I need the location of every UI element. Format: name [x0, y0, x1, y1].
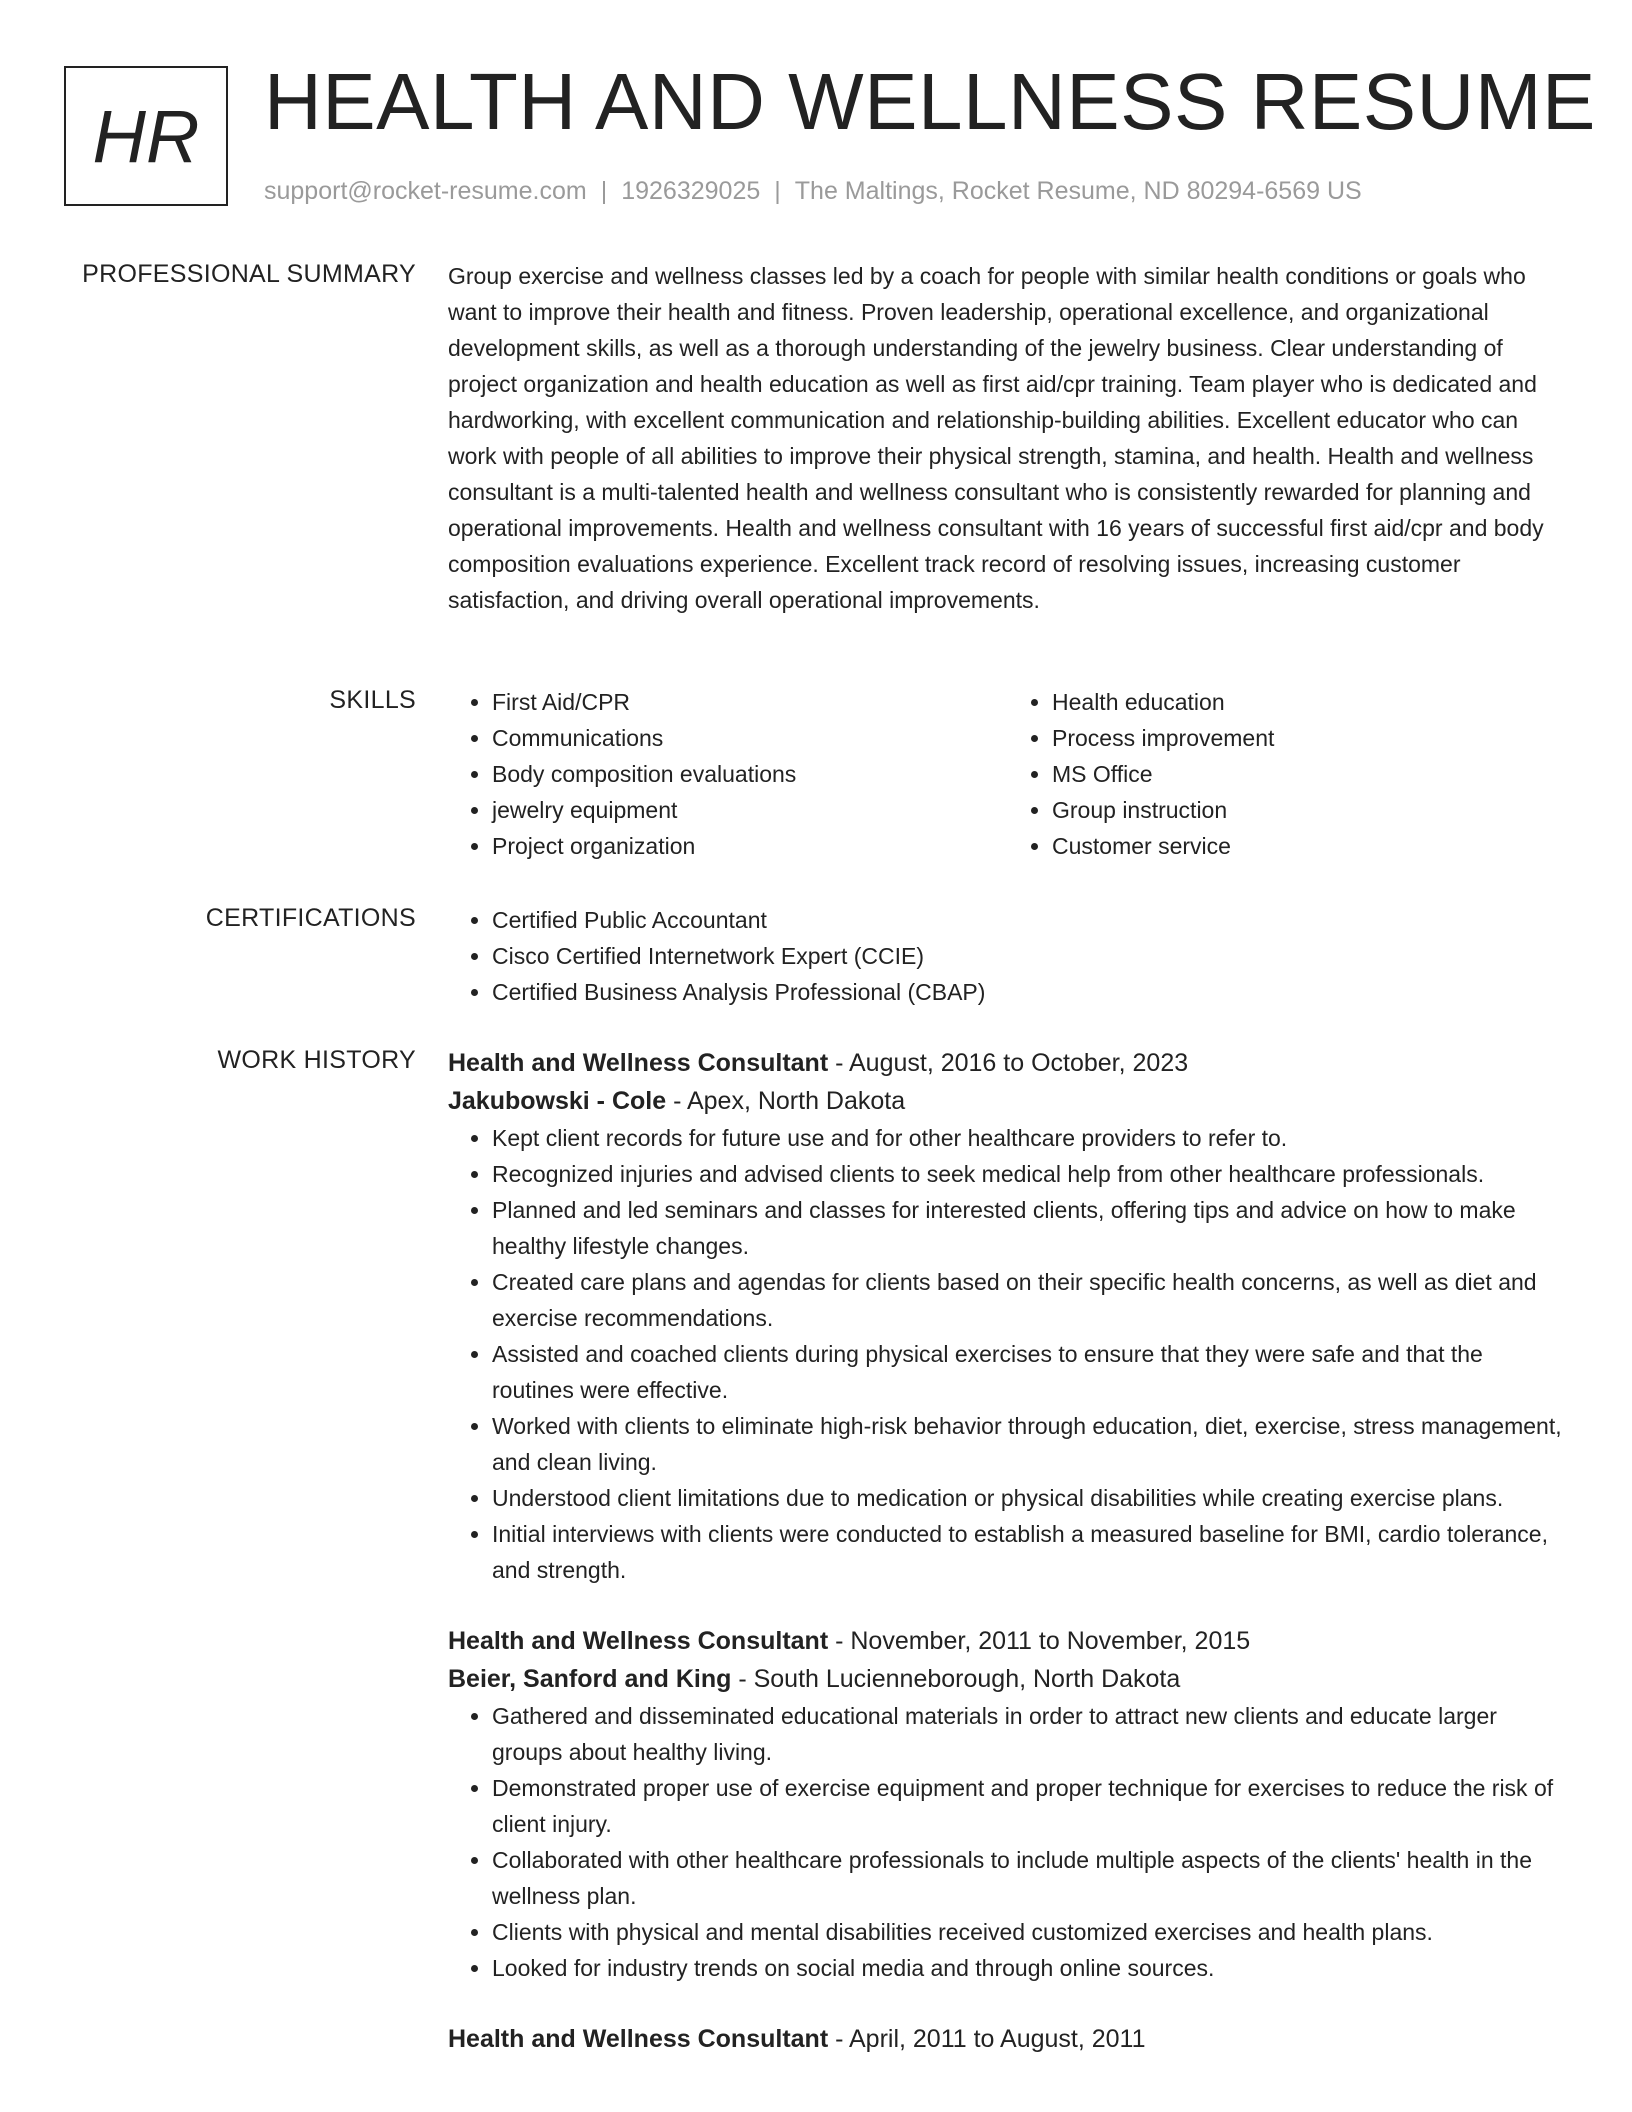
job-title: Health and Wellness Consultant [448, 1627, 829, 1655]
job-duty: • Created care plans and agendas for clients based on their specific health concerns, as well as diet and exercise recommendations. [492, 1264, 1568, 1336]
skill-item: • Body composition evaluations [492, 756, 1008, 792]
job-title-line [448, 1044, 1568, 1082]
job-duty: • Assisted and coached clients during physical exercises to ensure that they were safe and that the routines were effective. [492, 1336, 1568, 1408]
job-duty: • Planned and led seminars and classes for interested clients, offering tips and advice on how to make healthy lifestyle changes. [492, 1192, 1568, 1264]
job-duty: • Kept client records for future use and for other healthcare providers to refer to. [492, 1120, 1568, 1156]
skill-item: • Process improvement [1052, 720, 1568, 756]
certification-item: • Cisco Certified Internetwork Expert (CCIE) [492, 938, 1568, 974]
certification-item: • Certified Public Accountant [492, 902, 1568, 938]
skill-item: • MS Office [1052, 756, 1568, 792]
job-company: Beier, Sanford and King [448, 1665, 732, 1693]
skill-item: • First Aid/CPR [492, 684, 1008, 720]
skill-item: • Customer service [1052, 828, 1568, 864]
skill-item: • jewelry equipment [492, 792, 1008, 828]
contact-address: The Maltings, Rocket Resume, ND 80294-6569 US [794, 177, 1362, 205]
section-heading-summary: PROFESSIONAL SUMMARY [82, 260, 416, 288]
certifications-body [448, 902, 1568, 1010]
job-duty: • Collaborated with other healthcare professionals to include multiple aspects of the clients' health in the wellness plan. [492, 1842, 1568, 1914]
summary-body [448, 258, 1568, 618]
job-dates: - August, 2016 to October, 2023 [828, 1049, 1189, 1077]
job-title: Health and Wellness Consultant [448, 1049, 829, 1077]
job-company-line [448, 1660, 1568, 1698]
job-duties-list [448, 1120, 1568, 1588]
contact-separator: | [774, 177, 781, 205]
job-location: - South Lucienneborough, North Dakota [731, 1665, 1181, 1693]
section-heading-work-history: WORK HISTORY [217, 1046, 416, 1074]
skill-item: • Group instruction [1052, 792, 1568, 828]
resume-title: HEALTH AND WELLNESS RESUME [264, 57, 1596, 146]
job-duty: • Initial interviews with clients were conducted to establish a measured baseline for BMI, cardio tolerance, and strength. [492, 1516, 1568, 1588]
skills-list-left [448, 684, 1008, 864]
job-company-line [448, 1082, 1568, 1120]
section-heading-skills: SKILLS [329, 686, 416, 714]
job-location: - Apex, North Dakota [666, 1087, 906, 1115]
job-duties-list [448, 1698, 1568, 1986]
job-entry [448, 1622, 1568, 1986]
job-dates: - April, 2011 to August, 2011 [828, 2025, 1146, 2053]
contact-email[interactable]: support@rocket-resume.com [264, 177, 587, 205]
job-company: Jakubowski - Cole [448, 1087, 667, 1115]
skill-item: • Communications [492, 720, 1008, 756]
work-history-body [448, 1044, 1568, 2092]
certifications-list [448, 902, 1568, 1010]
skills-list-right [1008, 684, 1568, 864]
job-duty: • Clients with physical and mental disabilities received customized exercises and health plans. [492, 1914, 1568, 1950]
job-duty: • Recognized injuries and advised clients to seek medical help from other healthcare professionals. [492, 1156, 1568, 1192]
job-entry [448, 1044, 1568, 1588]
job-dates: - November, 2011 to November, 2015 [828, 1627, 1251, 1655]
contact-separator: | [600, 177, 608, 205]
monogram-logo: HR [64, 66, 228, 206]
job-duty: • Looked for industry trends on social media and through online sources. [492, 1950, 1568, 1986]
skills-body [448, 684, 1568, 864]
summary-text: Group exercise and wellness classes led by a coach for people with similar health conditions or goals who want to improve their health and fitness. Proven leadership, operational excellence, and organizational development skills, as well as a thorough understanding of the jewelry business. Clear understanding of project organization and health education as well as first aid/cpr training. Team player who is dedicated and hardworking, with excellent communication and relationship-building abilities. Excellent educator who can work with people of all abilities to improve their physical strength, stamina, and health. Health and wellness consultant is a multi-talented health and wellness consultant who is consistently rewarded for planning and operational improvements. Health and wellness consultant with 16 years of successful first aid/cpr and body composition evaluations experience. Excellent track record of resolving issues, increasing customer satisfaction, and driving overall operational improvements. [448, 263, 1544, 613]
skill-item: • Health education [1052, 684, 1568, 720]
job-duty: • Understood client limitations due to medication or physical disabilities while creating exercise plans. [492, 1480, 1568, 1516]
skill-item: • Project organization [492, 828, 1008, 864]
section-heading-certifications: CERTIFICATIONS [205, 904, 416, 932]
job-duty: • Worked with clients to eliminate high-risk behavior through education, diet, exercise, stress management, and clean living. [492, 1408, 1568, 1480]
job-title: Health and Wellness Consultant [448, 2025, 829, 2053]
job-entry [448, 2020, 1568, 2058]
job-title-line [448, 1622, 1568, 1660]
job-title-line [448, 2020, 1568, 2058]
job-duty: • Gathered and disseminated educational materials in order to attract new clients and educate larger groups about healthy living. [492, 1698, 1568, 1770]
job-duty: • Demonstrated proper use of exercise equipment and proper technique for exercises to reduce the risk of client injury. [492, 1770, 1568, 1842]
contact-line [264, 176, 1362, 206]
contact-phone[interactable]: 1926329025 [621, 177, 761, 205]
certification-item: • Certified Business Analysis Professional (CBAP) [492, 974, 1568, 1010]
